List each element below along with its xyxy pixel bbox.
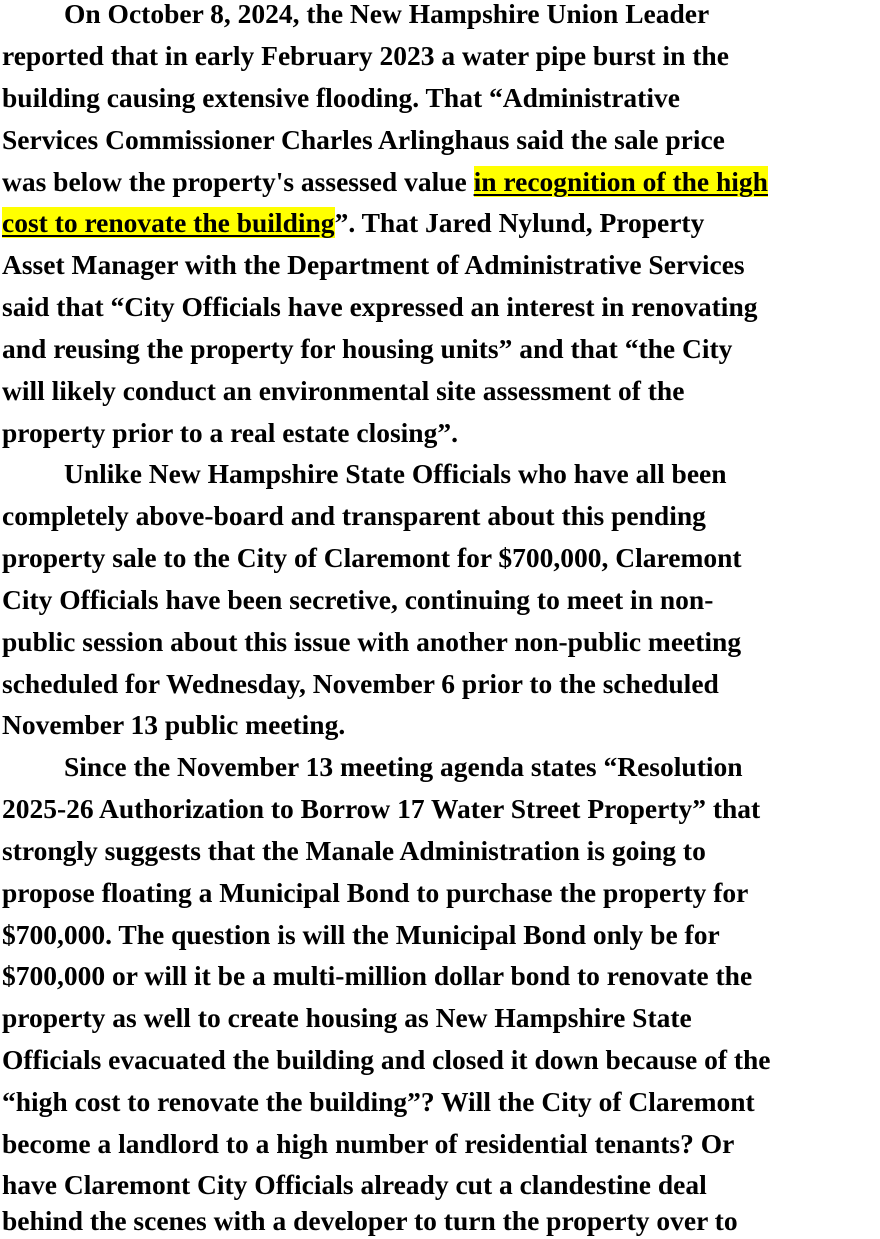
paragraph-1-line-2: reported that in early February 2023 a water pipe burst in the (2, 40, 729, 71)
paragraph-2-line-6: scheduled for Wednesday, November 6 prior to the scheduled (2, 668, 719, 699)
paragraph-2-line-3: property sale to the City of Claremont for $700,000, Claremont (2, 542, 742, 573)
plain-text: ”. That Jared Nylund, Property (334, 207, 705, 238)
paragraph-2-line-7: November 13 public meeting. (2, 709, 346, 740)
paragraph-3-line-7: property as well to create housing as New Hampshire State (2, 1002, 692, 1033)
paragraph-3-line-3: strongly suggests that the Manale Administration is going to (2, 835, 706, 866)
paragraph-2-line-4: City Officials have been secretive, continuing to meet in non- (2, 584, 714, 615)
paragraph-1-line-7: Asset Manager with the Department of Administrative Services (2, 249, 745, 280)
paragraph-1-line-5 (2, 164, 768, 200)
paragraph-1-line-10: will likely conduct an environmental site assessment of the (2, 375, 685, 406)
paragraph-3-line-4: propose floating a Municipal Bond to purchase the property for (2, 877, 749, 908)
highlighted-text: in recognition of the high (473, 166, 768, 197)
paragraph-1-line-1: On October 8, 2024, the New Hampshire Union Leader (64, 0, 710, 29)
paragraph-1-line-3: building causing extensive flooding. That “Administrative (2, 82, 680, 113)
paragraph-2-line-2: completely above-board and transparent about this pending (2, 500, 706, 531)
paragraph-1-line-9: and reusing the property for housing units” and that “the City (2, 333, 733, 364)
paragraph-1-line-6 (2, 205, 704, 241)
paragraph-3-line-9: “high cost to renovate the building”? Will the City of Claremont (2, 1086, 755, 1117)
paragraph-1-line-4: Services Commissioner Charles Arlinghaus said the sale price (2, 124, 725, 155)
paragraph-1-line-8: said that “City Officials have expressed an interest in renovating (2, 291, 758, 322)
paragraph-3-line-12: behind the scenes with a developer to turn the property over to (2, 1205, 738, 1236)
plain-text: was below the property's assessed value (2, 166, 474, 197)
paragraph-1-line-11: property prior to a real estate closing”. (2, 417, 458, 448)
paragraph-3-line-6: $700,000 or will it be a multi-million dollar bond to renovate the (2, 960, 753, 991)
paragraph-3-line-1: Since the November 13 meeting agenda states “Resolution (64, 751, 743, 782)
paragraph-3-line-10: become a landlord to a high number of residential tenants? Or (2, 1128, 735, 1159)
paragraph-2-line-5: public session about this issue with another non-public meeting (2, 626, 742, 657)
highlighted-text: cost to renovate the building (2, 207, 335, 238)
paragraph-3-line-2: 2025-26 Authorization to Borrow 17 Water Street Property” that (2, 793, 761, 824)
paragraph-2-line-1: Unlike New Hampshire State Officials who have all been (64, 458, 727, 489)
paragraph-3-line-11: have Claremont City Officials already cut a clandestine deal (2, 1169, 707, 1200)
paragraph-3-line-8: Officials evacuated the building and closed it down because of the (2, 1044, 771, 1075)
paragraph-3-line-5: $700,000. The question is will the Municipal Bond only be for (2, 919, 720, 950)
